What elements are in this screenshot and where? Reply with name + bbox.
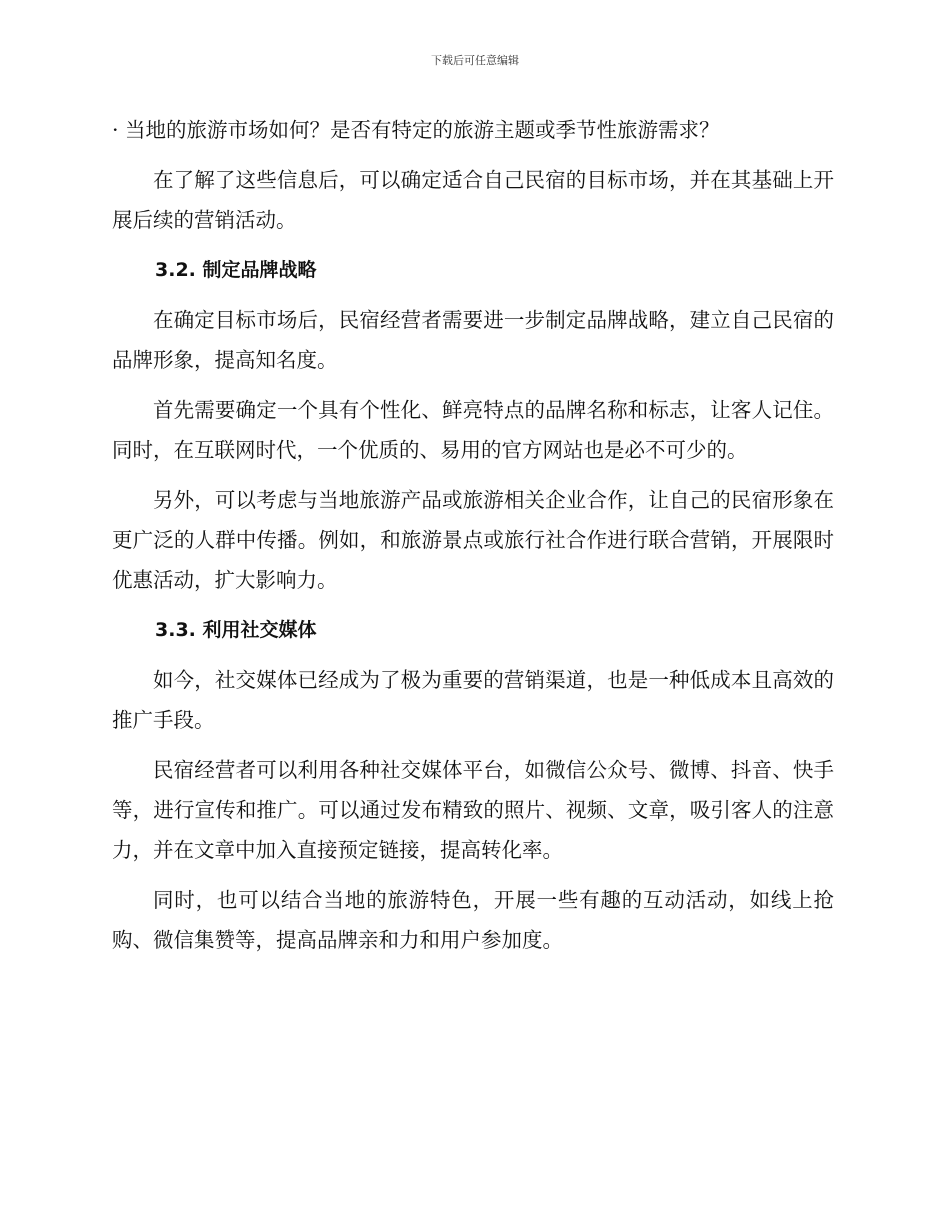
bullet-item: · 当地的旅游市场如何？是否有特定的旅游主题或季节性旅游需求？: [112, 118, 720, 142]
paragraph: 另外，可以考虑与当地旅游产品或旅游相关企业合作，让自己的民宿形象在更广泛的人群中传播。例如，和旅游景点或旅行社合作进行联合营销，开展限时优惠活动，扩大影响力。: [112, 488, 834, 592]
section-heading-3-2: 3.2. 制定品牌战略: [155, 259, 317, 281]
page-header: 下载后可任意编辑: [431, 54, 519, 67]
document-body: [112, 110, 834, 970]
paragraph: 在确定目标市场后，民宿经营者需要进一步制定品牌战略，建立自己民宿的品牌形象，提高知名度。: [112, 308, 834, 372]
paragraph: 同时，也可以结合当地的旅游特色，开展一些有趣的互动活动，如线上抢购、微信集赞等，提高品牌亲和力和用户参加度。: [112, 888, 834, 952]
paragraph: 如今，社交媒体已经成为了极为重要的营销渠道，也是一种低成本且高效的推广手段。: [112, 668, 834, 732]
paragraph: 在了解了这些信息后，可以确定适合自己民宿的目标市场，并在其基础上开展后续的营销活动。: [112, 168, 834, 232]
paragraph: 首先需要确定一个具有个性化、鲜亮特点的品牌名称和标志，让客人记住。同时，在互联网时代，一个优质的、易用的官方网站也是必不可少的。: [112, 398, 834, 462]
paragraph: 民宿经营者可以利用各种社交媒体平台，如微信公众号、微博、抖音、快手等，进行宣传和推广。可以通过发布精致的照片、视频、文章，吸引客人的注意力，并在文章中加入直接预定链接，提高转化率。: [112, 758, 834, 862]
section-heading-3-3: 3.3. 利用社交媒体: [155, 619, 317, 641]
